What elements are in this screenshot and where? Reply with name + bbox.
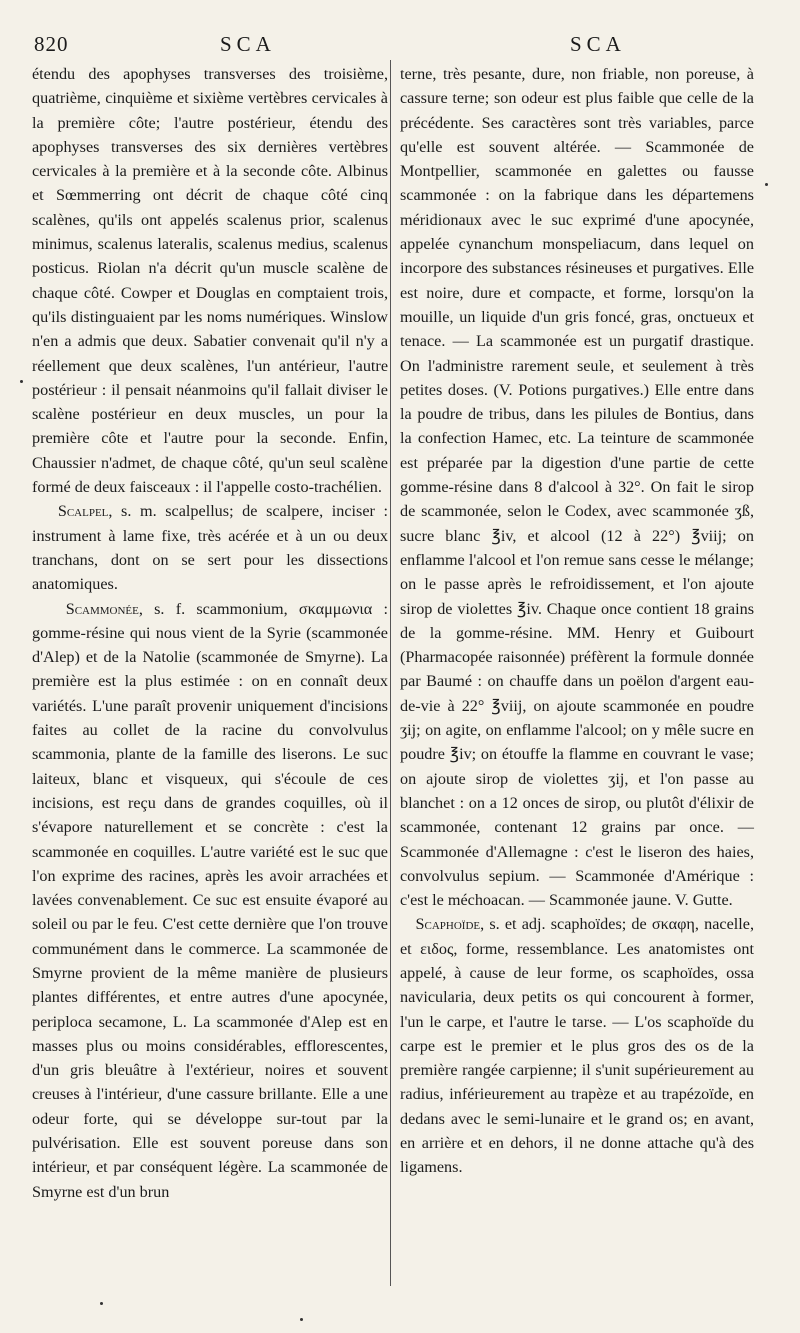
margin-speck [20,380,23,383]
definition-scammonee: , s. f. scammonium, σκαμμωνια : gomme-résine qui nous vient de la Syrie (scammonée d'Alep) et de la Natolie (scammonée de Smyrne). La première est la plus estimée : on en connaît deux variétés. L'une paraît provenir uniquement d'incisions faites au collet de la racine du convolvulus scammonia, plante de la famille des liserons. Le suc laiteux, blanc et visqueux, qui s'écoule de ces incisions, est reçu dans de grandes coquilles, où il s'évapore naturellement et se concrète : c'est la scammonée en coquilles. L'autre variété est le suc que l'on exprime des racines, après les avoir arrachées et lavées convenablement. Ce suc est ensuite évaporé au soleil ou par le feu. C'est cette dernière que l'on trouve communément dans le commerce. La scammonée de Smyrne provient de la même manière de plusieurs plantes différentes, et entre autres d'une apocynée, periploca secamone, L. La scammonée d'Alep est en masses plus ou moins considérables, efflorescentes, d'un gris bleuâtre à l'extérieur, noires et souvent creuses à l'intérieur, d'une cassure brillante. Elle a une odeur forte, qui se développe sur-tout par la pulvérisation. Elle est souvent poreuse dans son intérieur, et par conséquent légère. La scammonée de Smyrne est d'un brun [32,599,388,1201]
right-column [400,62,754,1180]
scammonee-continuation: terne, très pesante, dure, non friable, non poreuse, à cassure terne; son odeur est plus faible que celle de la précédente. Ses caractères sont très variables, parce qu'elle est souvent altérée. — Scammonée de Montpellier, scammonée en galettes ou fausse scammonée : on la fabrique dans les départemens méridionaux avec le suc exprimé d'une apocynée, appelée cynanchum monspeliacum, dans lequel on incorpore des substances résineuses et purgatives. Elle est noire, dure et compacte, et forme, lorsqu'on la mouille, un liquide d'un gris foncé, gras, onctueux et tenace. — La scammonée est un purgatif drastique. On l'administre rarement seule, et seulement à très petites doses. (V. Potions purgatives.) Elle entre dans la poudre de tribus, dans les pilules de Bontius, dans la confection Hamec, etc. La teinture de scammonée est préparée par la digestion d'une partie de cette gomme-résine dans 8 d'alcool à 32°. On fait le sirop de scammonée, selon le Codex, avec scammonée ʒß, sucre blanc ℥iv, et alcool (12 à 22°) ℥viij; on enflamme l'alcool et l'on remue sans cesse le mélange; on le passe après le refroidissement, et l'on ajoute sirop de violettes ℥iv. Chaque once contient 18 grains de la gomme-résine. MM. Henry et Guibourt (Pharmacopée raisonnée) préfèrent la formule donnée par Baumé : on chauffe dans un poëlon d'argent eau-de-vie à 22° ℥viij, on ajoute scammonée en poudre ʒij; on agite, on enflamme l'alcool; on y mêle sucre en poudre ℥iv; on étouffe la flamme en couvrant le vase; on ajoute sirop de violettes ʒij, et l'on passe au blanchet : on a 12 onces de sirop, ou plutôt d'élixir de scammonée, contenant 12 grains par once. — Scammonée d'Allemagne : c'est le liseron des haies, convolvulus sepium. — Scammonée d'Amérique : c'est le méchoacan. — Scammonée jaune. V. Gutte. [400,65,754,910]
headword-scammonee: Scammonée [65,599,139,618]
page-number: 820 [34,32,69,56]
entry-scalpel [32,499,388,596]
left-running-title: SCA [220,32,276,56]
right-running-title: SCA [570,32,626,56]
definition-scalpel: , s. m. scalpellus; de scalpere, inciser : instrument à lame fixe, très acérée et à un ou deux tranchans, dont on se sert pour les dissections anatomiques. [32,502,388,594]
margin-speck [765,183,768,186]
entry-scaphoide [400,912,754,1179]
scalene-continuation: étendu des apophyses transverses des troisième, quatrième, cinquième et sixième vertèbres cervicales à la première côte; l'autre postérieur, étendu des apophyses transverses des six dernières vertèbres cervicales à la première et à la seconde côte. Albinus et Sœmmerring ont décrit de chaque côté cinq scalènes, qu'ils ont appelés scalenus prior, scalenus minimus, scalenus lateralis, scalenus medius, scalenus posticus. Riolan n'a décrit qu'un muscle scalène de chaque côté. Cowper et Douglas en comptaient trois, qu'ils distinguaient par les noms numériques. Winslow n'en a admis que deux. Sabatier convenait qu'il n'y a réellement que deux scalènes, l'un antérieur, l'autre postérieur : il pensait néanmoins qu'il fallait diviser le scalène postérieur en deux muscles, un pour la première côte et l'autre pour la seconde. Enfin, Chaussier n'admet, de chaque côté, qu'un seul scalène formé de deux faisceaux : il l'appelle costo-trachélien. [32,65,388,497]
column-divider [390,60,391,1286]
running-header [30,30,770,64]
headword-scaphoide: Scaphoïde [415,915,481,934]
headword-scalpel: Scalpel [57,502,109,521]
definition-scaphoide: , s. et adj. scaphoïdes; de σκαφη, nacelle, et ειδος, forme, ressemblance. Les anatomistes ont appelé, à cause de leur forme, os scaphoïdes, ossa navicularia, deux petits os qui concourent à former, l'un le carpe, et l'autre le tarse. — L'os scaphoïde du carpe est le premier et le plus gros des os de la première rangée carpienne; il s'unit supérieurement au radius, inférieurement au trapèze et au trapézoïde, en dedans avec le semi-lunaire et le grand os; en avant, en arrière et en dehors, il ne donne attache qu'à des ligamens. [400,915,754,1177]
left-column [32,62,388,1204]
margin-speck [300,1318,303,1321]
entry-scammonee [32,597,388,1204]
margin-speck [100,1302,103,1305]
